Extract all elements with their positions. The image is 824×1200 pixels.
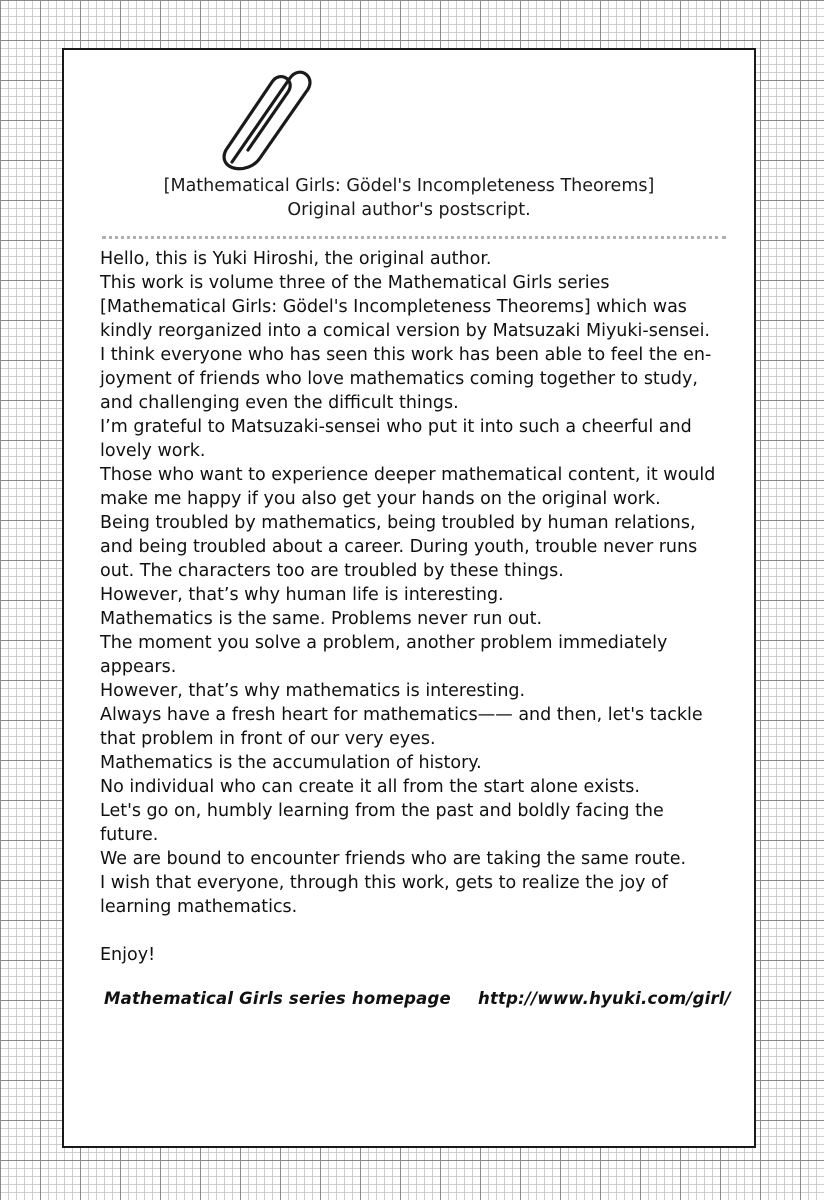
footer (104, 989, 734, 1017)
postscript-body (100, 247, 750, 967)
body-line: Mathematics is the accumulation of history. (100, 753, 482, 773)
body-line: learning mathematics. (100, 897, 298, 917)
body-line: However, that’s why mathematics is interesting. (100, 681, 526, 701)
body-line: We are bound to encounter friends who are taking the same route. (100, 849, 687, 869)
title-line-1: [Mathematical Girls: Gödel's Incompleteness Theorems] (163, 176, 655, 196)
document-title (66, 174, 752, 222)
body-line: future. (100, 825, 159, 845)
closing-line: Enjoy! (100, 945, 156, 965)
body-line: Those who want to experience deeper mathematical content, it would (100, 465, 716, 485)
paper-sheet (62, 48, 756, 1148)
body-line: [Mathematical Girls: Gödel's Incompleteness Theorems] which was (100, 297, 687, 317)
body-line: out. The characters too are troubled by these things. (100, 561, 564, 581)
body-line: Being troubled by mathematics, being troubled by human relations, (100, 513, 696, 533)
body-line: make me happy if you also get your hands on the original work. (100, 489, 661, 509)
body-line: joyment of friends who love mathematics coming together to study, (100, 369, 698, 389)
body-line: I think everyone who has seen this work has been able to feel the en- (100, 345, 712, 365)
body-line: appears. (100, 657, 177, 677)
body-line: Hello, this is Yuki Hiroshi, the original author. (100, 249, 492, 269)
body-line: and being troubled about a career. During youth, trouble never runs (100, 537, 698, 557)
body-line: This work is volume three of the Mathematical Girls series (100, 273, 610, 293)
body-line: and challenging even the difficult things. (100, 393, 459, 413)
body-line: Mathematics is the same. Problems never run out. (100, 609, 543, 629)
paragraph-gap (100, 919, 750, 943)
body-line: that problem in front of our very eyes. (100, 729, 436, 749)
paperclip-icon (202, 58, 312, 184)
body-line: I wish that everyone, through this work, gets to realize the joy of (100, 873, 668, 893)
body-line: However, that’s why human life is interesting. (100, 585, 504, 605)
body-line: Let's go on, humbly learning from the past and boldly facing the (100, 801, 664, 821)
body-line: No individual who can create it all from the start alone exists. (100, 777, 640, 797)
title-line-2: Original author's postscript. (287, 200, 531, 220)
body-line: kindly reorganized into a comical version by Matsuzaki Miyuki-sensei. (100, 321, 710, 341)
body-line: Always have a fresh heart for mathematics—— and then, let's tackle (100, 705, 703, 725)
dotted-divider (102, 236, 726, 239)
body-line: I’m grateful to Matsuzaki-sensei who put it into such a cheerful and (100, 417, 692, 437)
homepage-url: http://www.hyuki.com/girl/ (478, 989, 731, 1008)
body-line: lovely work. (100, 441, 206, 461)
body-line: The moment you solve a problem, another problem immediately (100, 633, 668, 653)
homepage-label: Mathematical Girls series homepage (104, 989, 451, 1008)
